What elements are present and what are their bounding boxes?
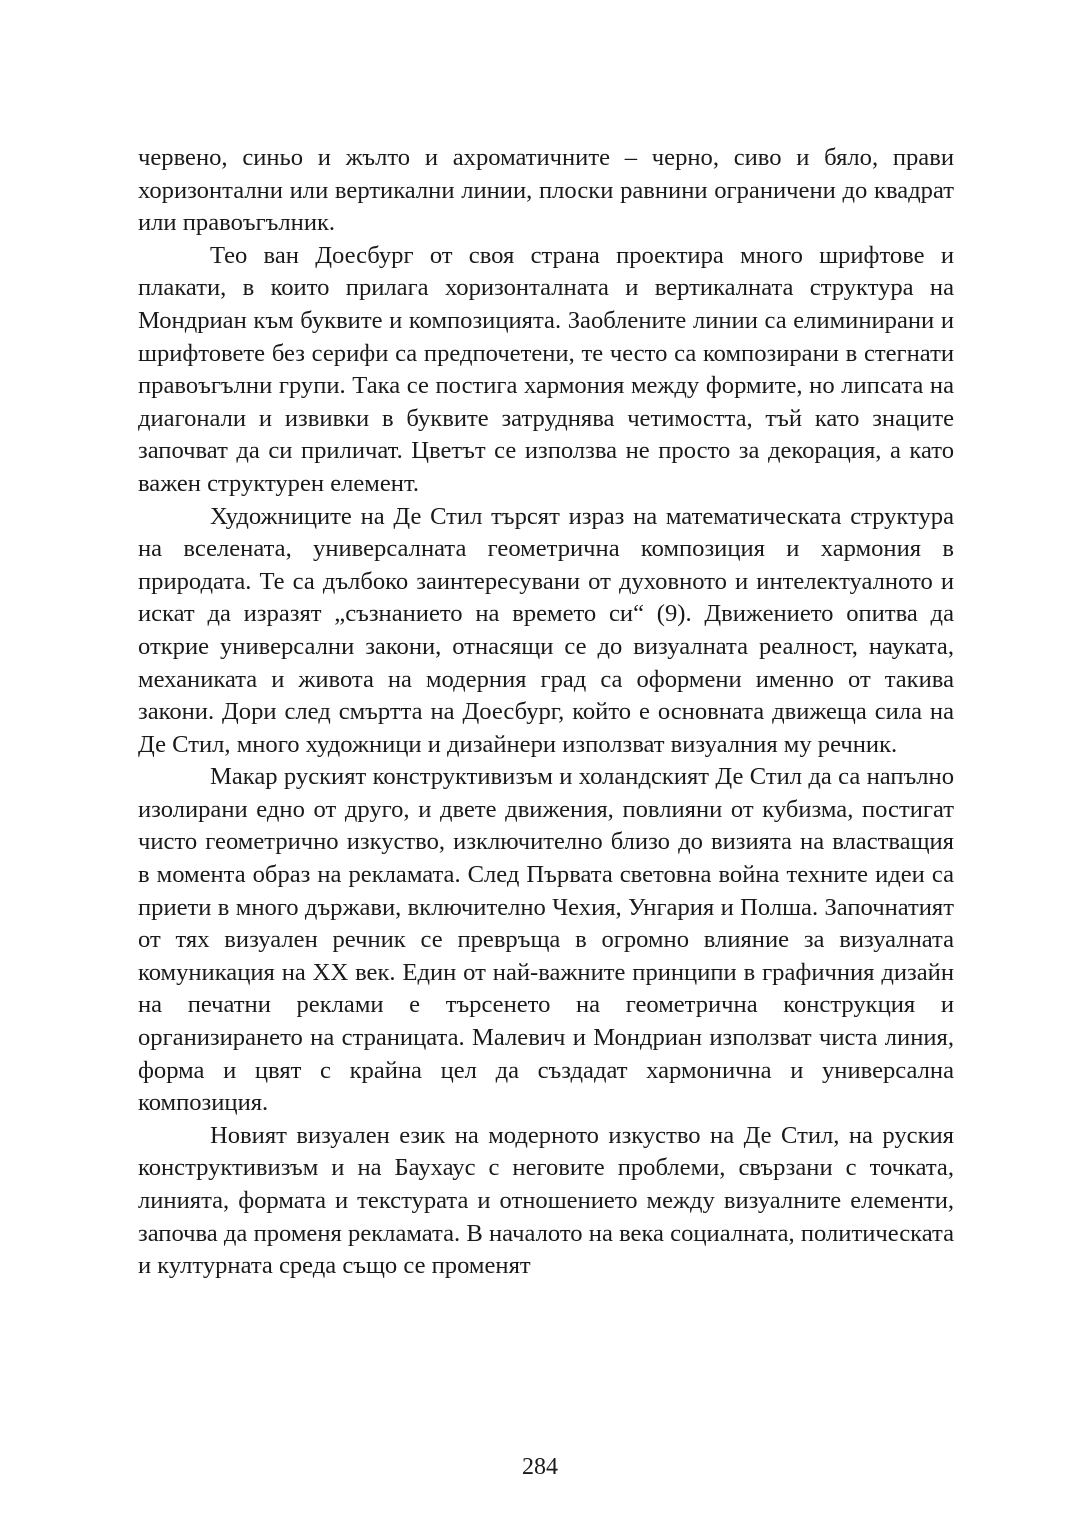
paragraph-3: Художниците на Де Стил търсят израз на математическата структура на вселената, универсалната геометрична композиция и хармония в природата. Те са дълбоко заинтересувани от духовното и интелектуалното и искат да изразят „съзнанието на времето си“ (9). Движението опитва да открие универсални закони, отнасящи се до визуалната реалност, науката, механиката и живота на модерния град са оформени именно от такива закони. Дори след смъртта на Доесбург, който е основната движеща сила на Де Стил, много художници и дизайнери използват визуалния му речник. xyxy=(138,502,954,758)
body-text xyxy=(138,142,954,1283)
paragraph-5: Новият визуален език на модерното изкуство на Де Стил, на руския конструктивизъм и на Баухаус с неговите проблеми, свързани с точката, линията, формата и текстурата и отношението между визуалните елементи, започва да променя рекламата. В началото на века социалната, политическата и културната среда също се променят xyxy=(138,1121,954,1280)
page-number: 284 xyxy=(522,1454,558,1480)
paragraph-2: Тео ван Доесбург от своя страна проектира много шрифтове и плакати, в които прилага хоризонталната и вертикалната структура на Мондриан към буквите и композицията. Заоблените линии са елиминирани и шрифтовете без серифи са предпочетени, те често са композирани в стегнати правоъгълни групи. Така се постига хармония между формите, но липсата на диагонали и извивки в буквите затруднява четимостта, тъй като знаците започват да си приличат. Цветът се използва не просто за декорация, а като важен структурен елемент. xyxy=(138,241,954,497)
paragraph-1-continuation: червено, синьо и жълто и ахроматичните – черно, сиво и бяло, прави хоризонтални или вертикални линии, плоски равнини ограничени до квадрат или правоъгълник. xyxy=(138,144,954,237)
paragraph-4: Макар руският конструктивизъм и холандският Де Стил да са напълно изолирани едно от друго, и двете движения, повлияни от кубизма, постигат чисто геометрично изкуство, изключително близо до визията на властващия в момента образ на рекламата. След Първата световна война техните идеи са приети в много държави, включително Чехия, Унгария и Полша. Започнатият от тях визуален речник се превръща в огромно влияние за визуалната комуникация на ХХ век. Един от най-важните принципи в графичния дизайн на печатни реклами е търсенето на геометрична конструкция и организирането на страницата. Малевич и Мондриан използват чиста линия, форма и цвят с крайна цел да създадат хармонична и универсална композиция. xyxy=(138,763,954,1117)
